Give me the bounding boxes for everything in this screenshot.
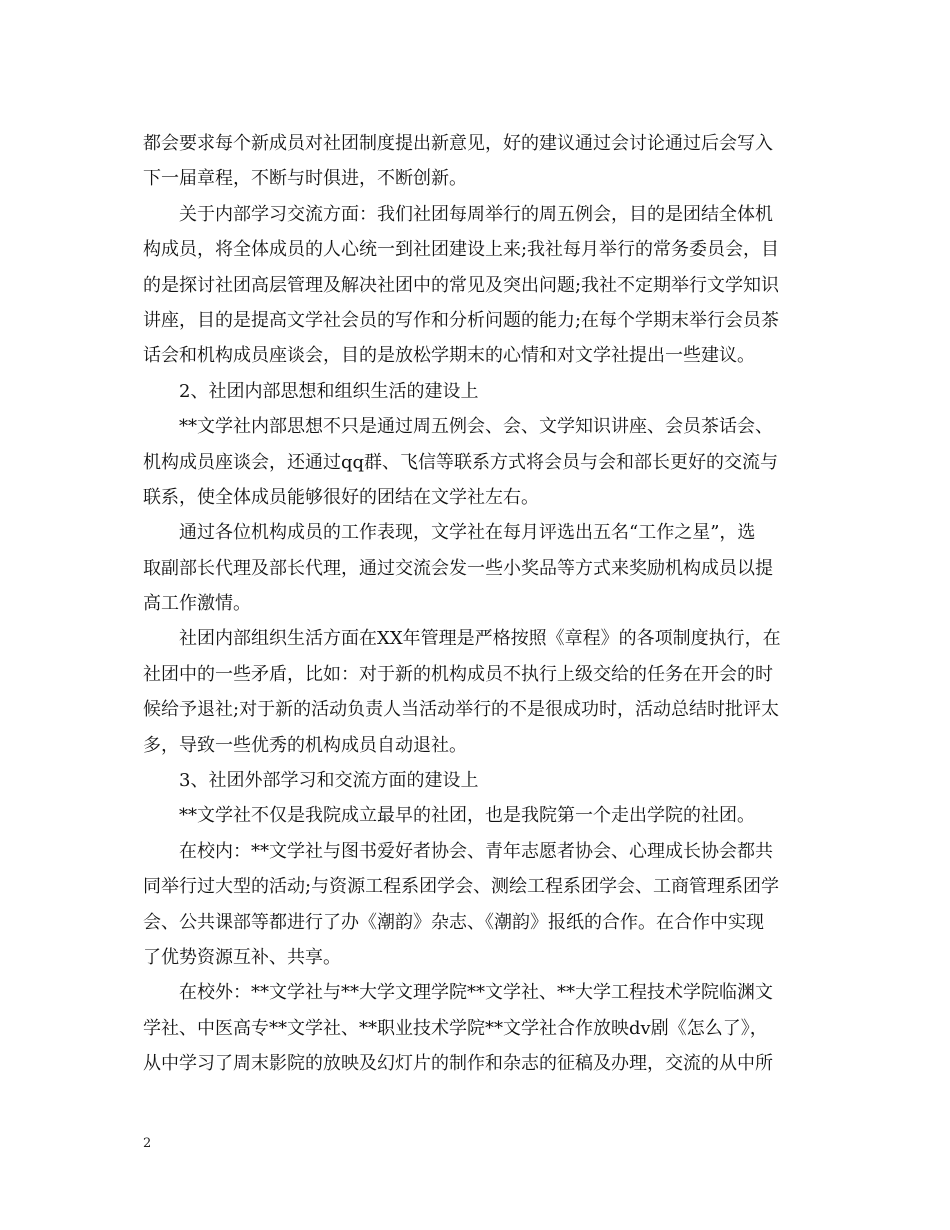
text-line: 机构成员座谈会，还通过qq群、飞信等联系方式将会员与会和部长更好的交流与 — [143, 451, 779, 473]
text-line: 候给予退社;对于新的活动负责人当活动举行的不是很成功时，活动总结时批评太 — [143, 699, 780, 721]
text-line: 社团中的一些矛盾，比如：对于新的机构成员不执行上级交给的任务在开会的时 — [143, 663, 773, 685]
text-line: 高工作激情。 — [143, 593, 251, 615]
text-line: 构成员，将全体成员的人心统一到社团建设上来;我社每月举行的常务委员会，目 — [143, 239, 780, 261]
page-number: 2 — [143, 1136, 152, 1151]
paragraph-first-line: **文学社内部思想不只是通过周五例会、会、文学知识讲座、会员茶话会、 — [179, 416, 773, 438]
section-heading: 3、社团外部学习和交流方面的建设上 — [179, 770, 479, 792]
text-line: 下一届章程，不断与时俱进，不断创新。 — [143, 168, 467, 190]
paragraph-first-line: 关于内部学习交流方面：我们社团每周举行的周五例会，目的是团结全体机 — [179, 203, 773, 225]
paragraph-first-line: 社团内部组织生活方面在XX年管理是严格按照《章程》的各项制度执行，在 — [179, 628, 781, 650]
text-line: 讲座，目的是提高文学社会员的写作和分析问题的能力;在每个学期末举行会员茶 — [143, 309, 780, 331]
text-line: 学社、中医高专**文学社、**职业技术学院**文学社合作放映dv剧《怎么了》， — [143, 1017, 768, 1039]
text-line: 多，导致一些优秀的机构成员自动退社。 — [143, 734, 467, 756]
text-line: 的是探讨社团高层管理及解决社团中的常见及突出问题;我社不定期举行文学知识 — [143, 274, 780, 296]
section-heading: 2、社团内部思想和组织生活的建设上 — [179, 380, 479, 402]
text-line: 了优势资源互补、共享。 — [143, 946, 341, 968]
paragraph-first-line: **文学社不仅是我院成立最早的社团，也是我院第一个走出学院的社团。 — [179, 805, 755, 827]
text-line: 取副部长代理及部长代理，通过交流会发一些小奖品等方式来奖励机构成员以提 — [143, 557, 773, 579]
paragraph-first-line: 在校内：**文学社与图书爱好者协会、青年志愿者协会、心理成长协会都共 — [179, 840, 773, 862]
text-line: 从中学习了周末影院的放映及幻灯片的制作和杂志的征稿及办理，交流的从中所 — [143, 1053, 773, 1075]
paragraph-first-line: 通过各位机构成员的工作表现，文学社在每月评选出五名“工作之星”，选 — [179, 522, 756, 544]
text-line: 会、公共课部等都进行了办《潮韵》杂志、《潮韵》报纸的合作。在合作中实现 — [143, 911, 764, 933]
text-line: 联系，使全体成员能够很好的团结在文学社左右。 — [143, 486, 539, 508]
text-line: 话会和机构成员座谈会，目的是放松学期末的心情和对文学社提出一些建议。 — [143, 345, 755, 367]
document-body — [143, 126, 803, 1082]
paragraph-first-line: 在校外：**文学社与**大学文理学院**文学社、**大学工程技术学院临渊文 — [179, 982, 773, 1004]
text-line: 同举行过大型的活动;与资源工程系团学会、测绘工程系团学会、工商管理系团学 — [143, 876, 780, 898]
text-line: 都会要求每个新成员对社团制度提出新意见，好的建议通过会讨论通过后会写入 — [143, 133, 773, 154]
